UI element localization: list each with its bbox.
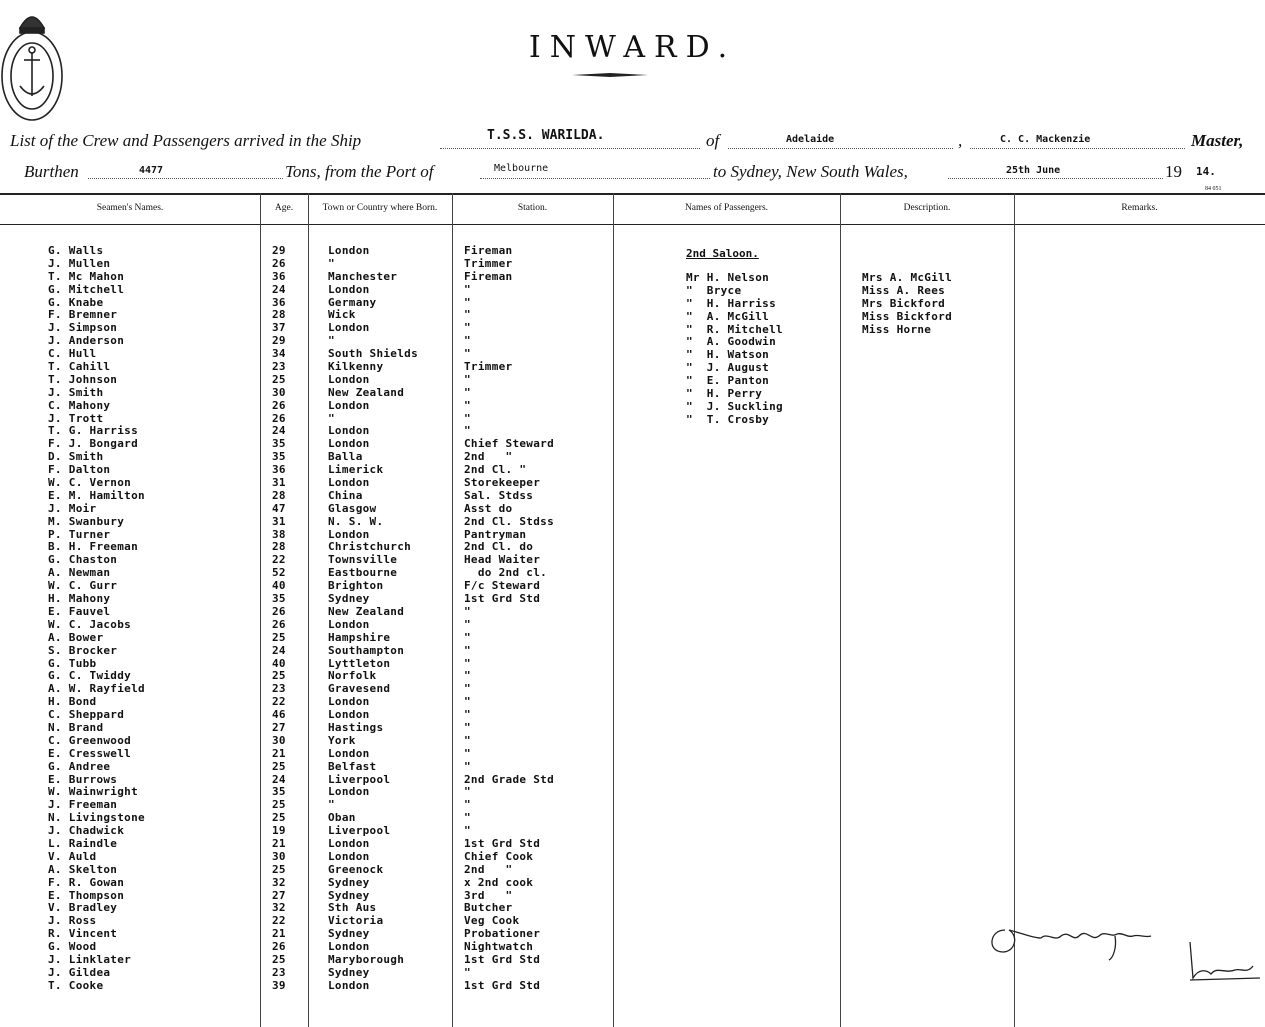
crew-name: W. C. Vernon — [48, 476, 132, 490]
crew-name: T. G. Harriss — [48, 424, 138, 438]
crew-birthplace: Christchurch — [328, 540, 412, 554]
seamen-names-column — [48, 245, 145, 993]
crew-birthplace: London — [328, 476, 370, 490]
crew-name: T. Cooke — [48, 978, 104, 992]
crew-station: Head Waiter — [464, 553, 541, 567]
crew-birthplace: Sydney — [328, 592, 370, 606]
crew-birthplace: London — [328, 321, 370, 335]
crew-name: P. Turner — [48, 527, 111, 541]
crew-age: 25 — [272, 630, 286, 644]
crew-age: 21 — [272, 746, 286, 760]
port-of-registry: Adelaide — [786, 134, 835, 145]
title-ornament — [572, 73, 648, 77]
crew-age: 25 — [272, 798, 286, 812]
crew-birthplace: London — [328, 244, 370, 257]
crew-birthplace: Eastbourne — [328, 566, 398, 580]
crew-age: 35 — [272, 450, 286, 464]
header-station: Station. — [517, 203, 548, 213]
from-port-field-line — [480, 178, 710, 179]
crew-name: G. Wood — [48, 940, 97, 954]
crew-birthplace: N. S. W. — [328, 514, 384, 528]
crew-name: R. Vincent — [48, 927, 118, 941]
crew-birthplace: Kilkenny — [328, 360, 384, 374]
crew-birthplace: London — [328, 527, 370, 541]
crew-birthplace: London — [328, 282, 370, 296]
crew-name: C. Hull — [48, 347, 97, 361]
crew-station: " — [464, 295, 471, 309]
crew-station: 1st Grd Std — [464, 978, 541, 992]
of-label: of — [706, 131, 720, 150]
crew-birthplace: London — [328, 372, 370, 386]
station-column — [464, 245, 554, 993]
crew-age: 37 — [272, 321, 286, 335]
crew-name: F. Dalton — [48, 463, 111, 477]
crew-birthplace: London — [328, 849, 370, 863]
crew-station: Asst do — [464, 501, 513, 515]
crew-station: " — [464, 630, 471, 644]
crew-station: Trimmer — [464, 360, 513, 374]
column-rule — [613, 193, 614, 1027]
header-line1-prefix: List of the Crew and Passengers arrived in the Ship — [10, 131, 362, 150]
crew-age: 47 — [272, 501, 286, 515]
crew-age: 25 — [272, 372, 286, 386]
crew-name: D. Smith — [48, 450, 104, 464]
crew-age: 26 — [272, 256, 286, 270]
passenger-name: " A. Goodwin — [686, 335, 776, 349]
crew-birthplace: " — [328, 411, 335, 425]
crew-birthplace: Greenock — [328, 862, 384, 876]
crew-age: 34 — [272, 347, 286, 361]
tons-field-line — [88, 178, 283, 179]
crew-station: Fireman — [464, 269, 513, 283]
crew-station: " — [464, 811, 471, 825]
crew-age: 24 — [272, 282, 286, 296]
column-rule — [260, 193, 261, 1027]
crew-station: Chief Cook — [464, 849, 534, 863]
comma: , — [958, 131, 963, 150]
crew-name: T. Cahill — [48, 360, 111, 374]
crew-station: 1st Grd Std — [464, 592, 541, 606]
crew-name: C. Mahony — [48, 398, 111, 412]
crew-age: 30 — [272, 849, 286, 863]
crew-birthplace: Glasgow — [328, 501, 377, 515]
crew-station: " — [464, 617, 471, 631]
passenger-name: " T. Crosby — [686, 412, 770, 426]
crew-station: Fireman — [464, 244, 513, 257]
crew-name: G. Tubb — [48, 656, 97, 670]
crew-name: F. R. Gowan — [48, 875, 125, 889]
crew-name: C. Sheppard — [48, 708, 125, 722]
crew-station: " — [464, 385, 471, 399]
crew-station: " — [464, 411, 471, 425]
crew-age: 22 — [272, 553, 286, 567]
date-field-line — [948, 178, 1163, 179]
crew-station: " — [464, 398, 471, 412]
crew-birthplace: Sydney — [328, 927, 370, 941]
crew-name: E. Burrows — [48, 772, 118, 786]
crew-name: E. Fauvel — [48, 604, 111, 618]
crew-age: 31 — [272, 514, 286, 528]
master-field-line — [970, 148, 1185, 149]
crew-birthplace: London — [328, 708, 370, 722]
crew-name: G. C. Twiddy — [48, 669, 132, 683]
crew-station: " — [464, 424, 471, 438]
year-prefix: 19 — [1165, 162, 1182, 181]
crew-age: 27 — [272, 720, 286, 734]
table-header-rule — [0, 224, 1265, 225]
crew-station: " — [464, 733, 471, 747]
crew-age: 32 — [272, 875, 286, 889]
crew-birthplace: Victoria — [328, 914, 384, 928]
crew-name: G. Chaston — [48, 553, 118, 567]
crew-age: 24 — [272, 424, 286, 438]
crew-station: Pantryman — [464, 527, 527, 541]
master-signature — [985, 908, 1260, 988]
crew-station: Sal. Stdss — [464, 488, 534, 502]
crew-age: 25 — [272, 669, 286, 683]
crew-name: A. Newman — [48, 566, 111, 580]
crew-station: " — [464, 798, 471, 812]
passenger-name: " H. Perry — [686, 387, 763, 401]
passenger-description: Miss Horne — [862, 322, 932, 336]
date: 25th June — [1006, 165, 1061, 176]
crew-name: N. Brand — [48, 720, 104, 734]
crew-station: 2nd " — [464, 862, 513, 876]
crew-name: C. Greenwood — [48, 733, 132, 747]
crew-birthplace: Liverpool — [328, 772, 391, 786]
birthplace-column — [328, 245, 418, 993]
passenger-name: " J. Suckling — [686, 399, 783, 413]
crew-birthplace: Hastings — [328, 720, 384, 734]
crew-station: " — [464, 347, 471, 361]
destination: to Sydney, New South Wales, — [713, 162, 908, 181]
crew-station: " — [464, 965, 471, 979]
crew-station: 1st Grd Std — [464, 836, 541, 850]
column-rule — [308, 193, 309, 1027]
crew-station: 1st Grd Std — [464, 952, 541, 966]
passenger-name: " Bryce — [686, 283, 742, 297]
crew-age: 27 — [272, 888, 286, 902]
crew-name: A. W. Rayfield — [48, 682, 145, 696]
crew-birthplace: London — [328, 978, 370, 992]
crew-name: S. Brocker — [48, 643, 118, 657]
crew-age: 38 — [272, 527, 286, 541]
crew-name: J. Gildea — [48, 965, 111, 979]
crew-name: F. Bremner — [48, 308, 118, 322]
crew-age: 29 — [272, 334, 286, 348]
column-rule — [840, 193, 841, 1027]
crew-age: 19 — [272, 824, 286, 838]
crew-name: J. Moir — [48, 501, 97, 515]
crew-age: 25 — [272, 862, 286, 876]
crew-birthplace: Townsville — [328, 553, 398, 567]
crew-station: " — [464, 643, 471, 657]
crew-station: do 2nd cl. — [464, 566, 548, 580]
column-rule — [1014, 193, 1015, 1027]
crew-name: J. Freeman — [48, 798, 118, 812]
crew-name: J. Smith — [48, 385, 104, 399]
column-rule — [452, 193, 453, 1027]
form-number: 84 051 — [1205, 186, 1222, 192]
crew-age: 28 — [272, 540, 286, 554]
crew-station: 2nd " — [464, 450, 513, 464]
passenger-description-column — [862, 272, 952, 336]
crew-birthplace: Hampshire — [328, 630, 391, 644]
crew-birthplace: New Zealand — [328, 385, 405, 399]
crew-station: F/c Steward — [464, 579, 541, 593]
crew-name: J. Simpson — [48, 321, 118, 335]
crew-name: H. Mahony — [48, 592, 111, 606]
header-description: Description. — [903, 203, 951, 213]
crew-name: H. Bond — [48, 695, 97, 709]
crew-name: J. Anderson — [48, 334, 125, 348]
crew-name: G. Walls — [48, 244, 104, 257]
crew-age: 21 — [272, 836, 286, 850]
crew-birthplace: Sth Aus — [328, 901, 377, 915]
crew-name: G. Knabe — [48, 295, 104, 309]
crew-age: 26 — [272, 940, 286, 954]
crew-birthplace: London — [328, 695, 370, 709]
crew-station: Nightwatch — [464, 940, 534, 954]
crew-age: 23 — [272, 360, 286, 374]
crew-birthplace: Belfast — [328, 759, 377, 773]
crew-station: " — [464, 785, 471, 799]
crew-name: J. Linklater — [48, 952, 132, 966]
crew-age: 23 — [272, 965, 286, 979]
crew-name: J. Mullen — [48, 256, 111, 270]
passenger-name: " H. Harriss — [686, 296, 776, 310]
crew-birthplace: Sydney — [328, 965, 370, 979]
crew-birthplace: Wick — [328, 308, 356, 322]
crew-age: 26 — [272, 604, 286, 618]
crew-name: E. M. Hamilton — [48, 488, 145, 502]
header-born: Town or Country where Born. — [322, 203, 438, 213]
passenger-name: Mr H. Nelson — [686, 271, 770, 284]
crew-birthplace: London — [328, 437, 370, 451]
tons-value: 4477 — [139, 165, 164, 176]
crew-birthplace: " — [328, 256, 335, 270]
crew-age: 36 — [272, 295, 286, 309]
crew-name: T. Mc Mahon — [48, 269, 125, 283]
crew-age: 24 — [272, 772, 286, 786]
crew-name: L. Raindle — [48, 836, 118, 850]
crew-station: " — [464, 604, 471, 618]
crew-age: 26 — [272, 617, 286, 631]
crew-birthplace: Limerick — [328, 463, 384, 477]
master-label: Master, — [1191, 131, 1244, 150]
crew-station: Veg Cook — [464, 914, 520, 928]
crew-station: 3rd " — [464, 888, 513, 902]
crew-station: " — [464, 282, 471, 296]
crew-birthplace: London — [328, 398, 370, 412]
passenger-description: Miss Bickford — [862, 309, 952, 323]
crew-station: 2nd Grade Std — [464, 772, 554, 786]
crew-birthplace: Norfolk — [328, 669, 377, 683]
crew-birthplace: Germany — [328, 295, 377, 309]
crew-age: 36 — [272, 463, 286, 477]
crew-age: 31 — [272, 476, 286, 490]
burthen-label: Burthen — [24, 162, 79, 181]
crew-station: Chief Steward — [464, 437, 554, 451]
passenger-description: Mrs A. McGill — [862, 271, 952, 284]
crew-birthplace: New Zealand — [328, 604, 405, 618]
crew-station: x 2nd cook — [464, 875, 534, 889]
crew-birthplace: York — [328, 733, 356, 747]
crew-age: 29 — [272, 244, 286, 257]
crew-name: G. Mitchell — [48, 282, 125, 296]
crew-name: A. Bower — [48, 630, 104, 644]
crew-name: W. C. Gurr — [48, 579, 118, 593]
passenger-name: " H. Watson — [686, 348, 770, 362]
crew-birthplace: Sydney — [328, 888, 370, 902]
crew-name: F. J. Bongard — [48, 437, 138, 451]
header-age: Age. — [274, 203, 294, 213]
crew-name: G. Andree — [48, 759, 111, 773]
crew-station: " — [464, 824, 471, 838]
crew-station: " — [464, 708, 471, 722]
crew-age: 35 — [272, 785, 286, 799]
crew-birthplace: " — [328, 798, 335, 812]
crew-name: W. C. Jacobs — [48, 617, 132, 631]
crew-name: J. Chadwick — [48, 824, 125, 838]
crew-age: 24 — [272, 643, 286, 657]
passenger-description: Miss A. Rees — [862, 283, 946, 297]
year-suffix: 14. — [1196, 165, 1216, 178]
header-seamen: Seamen's Names. — [96, 203, 164, 213]
crew-age: 25 — [272, 759, 286, 773]
crew-age: 28 — [272, 488, 286, 502]
crew-age: 26 — [272, 411, 286, 425]
crew-birthplace: London — [328, 940, 370, 954]
crew-birthplace: London — [328, 836, 370, 850]
crew-age: 28 — [272, 308, 286, 322]
crew-station: 2nd Cl. do — [464, 540, 534, 554]
crew-birthplace: London — [328, 617, 370, 631]
crew-birthplace: London — [328, 746, 370, 760]
crew-station: " — [464, 669, 471, 683]
header-passengers: Names of Passengers. — [684, 203, 769, 213]
crew-birthplace: Southampton — [328, 643, 405, 657]
crew-birthplace: London — [328, 424, 370, 438]
crew-birthplace: South Shields — [328, 347, 418, 361]
crew-name: T. Johnson — [48, 372, 118, 386]
crew-station: " — [464, 759, 471, 773]
crew-station: " — [464, 746, 471, 760]
crew-age: 25 — [272, 952, 286, 966]
crew-age: 40 — [272, 656, 286, 670]
crew-station: 2nd Cl. Stdss — [464, 514, 554, 528]
crew-name: E. Thompson — [48, 888, 125, 902]
crew-birthplace: Manchester — [328, 269, 398, 283]
crew-station: Storekeeper — [464, 476, 541, 490]
crew-age: 39 — [272, 978, 286, 992]
crew-name: N. Livingstone — [48, 811, 145, 825]
crew-birthplace: London — [328, 785, 370, 799]
table-top-rule — [0, 193, 1265, 195]
crew-station: " — [464, 656, 471, 670]
crew-name: W. Wainwright — [48, 785, 138, 799]
crew-name: V. Bradley — [48, 901, 118, 915]
crew-age: 40 — [272, 579, 286, 593]
crew-birthplace: Gravesend — [328, 682, 391, 696]
crew-station: Butcher — [464, 901, 513, 915]
crew-birthplace: Maryborough — [328, 952, 405, 966]
crew-station: Probationer — [464, 927, 541, 941]
crew-birthplace: China — [328, 488, 363, 502]
crew-name: M. Swanbury — [48, 514, 125, 528]
crew-age: 21 — [272, 927, 286, 941]
passenger-name: " E. Panton — [686, 374, 770, 388]
crew-name: J. Ross — [48, 914, 97, 928]
crew-birthplace: Sydney — [328, 875, 370, 889]
from-port: Melbourne — [494, 163, 549, 174]
crew-age: 25 — [272, 811, 286, 825]
crew-station: " — [464, 321, 471, 335]
crew-age: 23 — [272, 682, 286, 696]
crew-station: " — [464, 308, 471, 322]
crew-age: 30 — [272, 385, 286, 399]
crew-age: 32 — [272, 901, 286, 915]
crew-age: 36 — [272, 269, 286, 283]
crew-age: 22 — [272, 695, 286, 709]
crew-age: 35 — [272, 592, 286, 606]
passenger-name: " A. McGill — [686, 309, 770, 323]
crew-birthplace: Oban — [328, 811, 356, 825]
crew-station: " — [464, 695, 471, 709]
passenger-names-column — [686, 272, 783, 427]
crew-birthplace: Liverpool — [328, 824, 391, 838]
crew-name: B. H. Freeman — [48, 540, 138, 554]
crew-name: A. Skelton — [48, 862, 118, 876]
crew-age: 52 — [272, 566, 286, 580]
crew-station: " — [464, 720, 471, 734]
crew-birthplace: Brighton — [328, 579, 384, 593]
master-name: C. C. Mackenzie — [1000, 134, 1091, 145]
header-remarks: Remarks. — [1121, 203, 1158, 213]
crew-age: 26 — [272, 398, 286, 412]
age-column — [272, 245, 286, 993]
passengers-heading: 2nd Saloon. — [686, 247, 759, 260]
crew-station: 2nd Cl. " — [464, 463, 527, 477]
ship-name: T.S.S. WARILDA. — [487, 128, 605, 143]
crew-name: V. Auld — [48, 849, 97, 863]
passenger-description: Mrs Bickford — [862, 296, 946, 310]
ship-field-line — [440, 148, 700, 149]
crew-age: 30 — [272, 733, 286, 747]
crew-station: " — [464, 682, 471, 696]
crew-age: 22 — [272, 914, 286, 928]
tons-label: Tons, from the Port of — [285, 162, 434, 181]
crew-birthplace: Lyttleton — [328, 656, 391, 670]
crew-station: " — [464, 334, 471, 348]
document-title: INWARD. — [528, 30, 737, 65]
crew-birthplace: " — [328, 334, 335, 348]
passenger-name: " J. August — [686, 361, 770, 375]
crew-age: 35 — [272, 437, 286, 451]
passenger-name: " R. Mitchell — [686, 322, 783, 336]
crew-name: E. Cresswell — [48, 746, 132, 760]
crew-station: Trimmer — [464, 256, 513, 270]
crew-name: J. Trott — [48, 411, 104, 425]
port-field-line — [728, 148, 953, 149]
crew-age: 46 — [272, 708, 286, 722]
crew-station: " — [464, 372, 471, 386]
crew-birthplace: Balla — [328, 450, 363, 464]
